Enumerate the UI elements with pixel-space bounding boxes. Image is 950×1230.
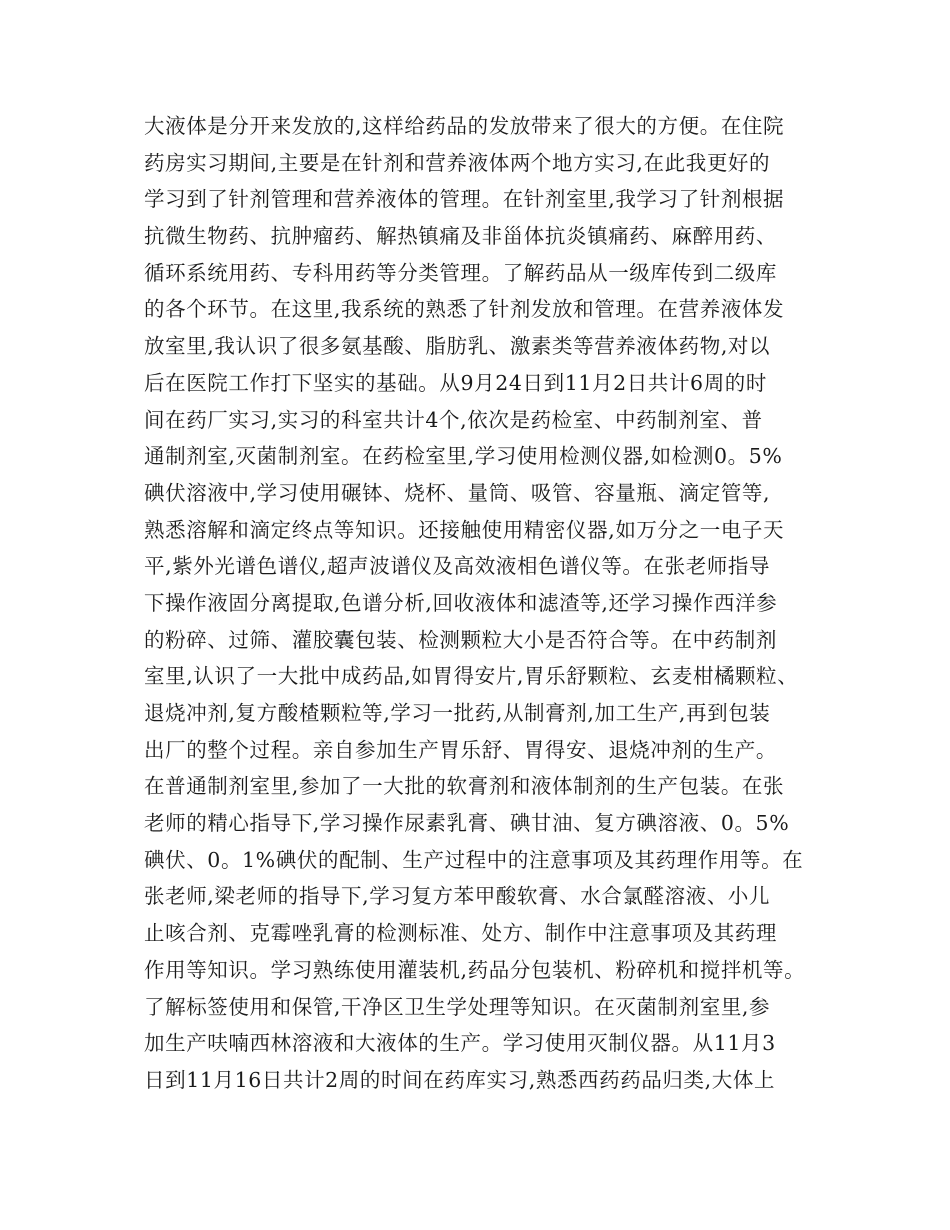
text-line: 室里,认识了一大批中成药品,如胃得安片,胃乐舒颗粒、玄麦柑橘颗粒、 <box>144 664 799 689</box>
text-line: 后在医院工作打下坚实的基础。从9月24日到11月2日共计6周的时 <box>144 370 767 395</box>
text-line: 放室里,我认识了很多氨基酸、脂肪乳、激素类等营养液体药物,对以 <box>144 334 771 359</box>
text-line: 的粉碎、过筛、灌胶囊包装、检测颗粒大小是否符合等。在中药制剂 <box>144 627 777 652</box>
text-line: 加生产呋喃西林溶液和大液体的生产。学习使用灭制仪器。从11月3 <box>144 1031 776 1056</box>
text-line: 碘伏溶液中,学习使用碾钵、烧杯、量筒、吸管、容量瓶、滴定管等, <box>144 480 771 505</box>
text-line: 平,紫外光谱色谱仪,超声波谱仪及高效液相色谱仪等。在张老师指导 <box>144 554 771 579</box>
text-line: 了解标签使用和保管,干净区卫生学处理等知识。在灭菌制剂室里,参 <box>144 994 771 1019</box>
text-line: 日到11月16日共计2周的时间在药库实习,熟悉西药药品归类,大体上 <box>144 1067 776 1092</box>
text-line: 出厂的整个过程。亲自参加生产胃乐舒、胃得安、退烧冲剂的生产。 <box>144 737 777 762</box>
body-text <box>144 108 814 1099</box>
text-line: 的各个环节。在这里,我系统的熟悉了针剂发放和管理。在营养液体发 <box>144 297 785 322</box>
text-line: 老师的精心指导下,学习操作尿素乳膏、碘甘油、复方碘溶液、0。5% <box>144 811 790 836</box>
text-line: 药房实习期间,主要是在针剂和营养液体两个地方实习,在此我更好的 <box>144 150 771 175</box>
text-line: 学习到了针剂管理和营养液体的管理。在针剂室里,我学习了针剂根据 <box>144 187 785 212</box>
text-line: 循环系统用药、专科用药等分类管理。了解药品从一级库传到二级库 <box>144 260 777 285</box>
text-line: 通制剂室,灭菌制剂室。在药检室里,学习使用检测仪器,如检测0。5% <box>144 444 783 469</box>
text-line: 熟悉溶解和滴定终点等知识。还接触使用精密仪器,如万分之一电子天 <box>144 517 785 542</box>
text-line: 碘伏、0。1%碘伏的配制、生产过程中的注意事项及其药理作用等。在 <box>144 847 804 872</box>
text-line: 大液体是分开来发放的,这样给药品的发放带来了很大的方便。在住院 <box>144 114 785 138</box>
text-line: 止咳合剂、克霉唑乳膏的检测标准、处方、制作中注意事项及其药理 <box>144 921 777 946</box>
text-line: 张老师,梁老师的指导下,学习复方苯甲酸软膏、水合氯醛溶液、小儿 <box>144 884 771 909</box>
text-line: 作用等知识。学习熟练使用灌装机,药品分包装机、粉碎机和搅拌机等。 <box>144 957 806 982</box>
text-line: 在普通制剂室里,参加了一大批的软膏剂和液体制剂的生产包装。在张 <box>144 774 785 799</box>
text-line: 抗微生物药、抗肿瘤药、解热镇痛及非甾体抗炎镇痛药、麻醉用药、 <box>144 224 777 249</box>
text-line: 间在药厂实习,实习的科室共计4个,依次是药检室、中药制剂室、普 <box>144 407 763 432</box>
text-line: 下操作液固分离提取,色谱分析,回收液体和滤渣等,还学习操作西洋参 <box>144 590 778 615</box>
text-line: 退烧冲剂,复方酸楂颗粒等,学习一批药,从制膏剂,加工生产,再到包装 <box>144 701 771 725</box>
